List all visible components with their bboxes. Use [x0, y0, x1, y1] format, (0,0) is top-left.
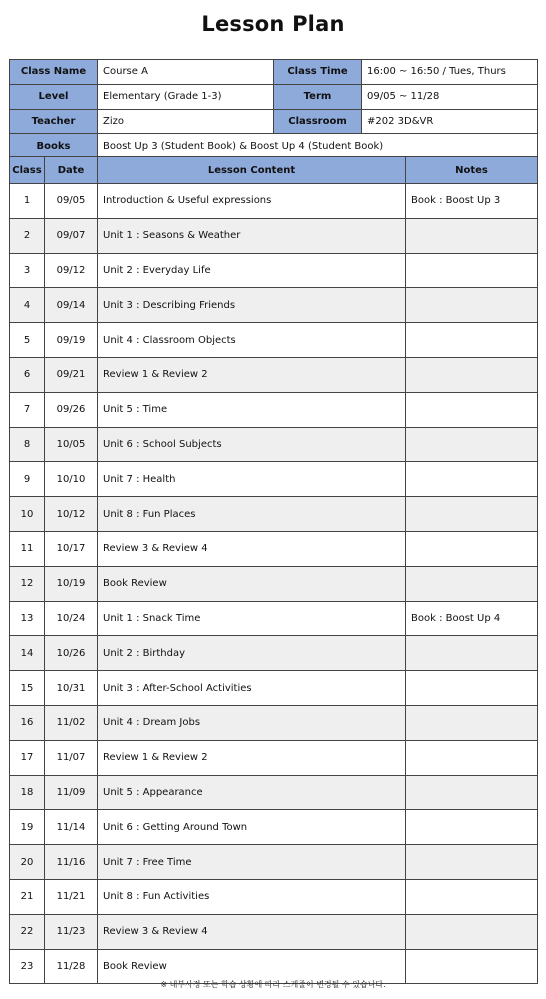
lesson-row [10, 775, 538, 810]
lesson-content: Unit 4 : Classroom Objects [98, 323, 406, 358]
class-time-label: Class Time [274, 60, 362, 85]
lesson-row [10, 914, 538, 949]
info-row [10, 134, 538, 159]
lesson-notes [406, 427, 538, 462]
lesson-notes [406, 879, 538, 914]
classroom-label: Classroom [274, 109, 362, 134]
lesson-notes [406, 497, 538, 532]
lesson-notes [406, 845, 538, 880]
lesson-notes [406, 392, 538, 427]
lesson-content: Unit 3 : Describing Friends [98, 288, 406, 323]
lesson-date: 09/12 [45, 253, 98, 288]
lesson-class-number: 12 [10, 566, 45, 601]
lesson-class-number: 22 [10, 914, 45, 949]
lesson-row [10, 218, 538, 253]
lesson-class-number: 2 [10, 218, 45, 253]
lesson-notes [406, 566, 538, 601]
lesson-notes [406, 357, 538, 392]
page-title: Lesson Plan [201, 12, 345, 36]
lesson-row [10, 566, 538, 601]
lesson-date: 10/12 [45, 497, 98, 532]
lesson-content: Unit 8 : Fun Places [98, 497, 406, 532]
lesson-notes [406, 531, 538, 566]
lesson-row [10, 705, 538, 740]
lesson-class-number: 14 [10, 636, 45, 671]
lesson-class-number: 17 [10, 740, 45, 775]
lesson-content: Unit 6 : Getting Around Town [98, 810, 406, 845]
lesson-date: 09/26 [45, 392, 98, 427]
lesson-row [10, 671, 538, 706]
lesson-date: 10/10 [45, 462, 98, 497]
lesson-row [10, 357, 538, 392]
lesson-date: 09/19 [45, 323, 98, 358]
lesson-row [10, 392, 538, 427]
lesson-class-number: 16 [10, 705, 45, 740]
lesson-row [10, 253, 538, 288]
lesson-content: Unit 5 : Time [98, 392, 406, 427]
term-value: 09/05 ~ 11/28 [362, 84, 538, 109]
lesson-row [10, 740, 538, 775]
lesson-date: 10/05 [45, 427, 98, 462]
lesson-notes [406, 775, 538, 810]
info-row [10, 84, 538, 109]
lesson-row [10, 288, 538, 323]
lesson-date: 09/05 [45, 184, 98, 219]
lesson-content: Unit 8 : Fun Activities [98, 879, 406, 914]
lesson-date: 11/09 [45, 775, 98, 810]
lesson-date: 11/07 [45, 740, 98, 775]
lesson-class-number: 11 [10, 531, 45, 566]
lesson-notes [406, 810, 538, 845]
lesson-date: 10/24 [45, 601, 98, 636]
lesson-content: Book Review [98, 949, 406, 984]
lesson-schedule-table [9, 156, 538, 984]
footnote: ※ 내부사정 또는 학습 상황에 따라 스케줄이 변경될 수 있습니다. [160, 980, 386, 989]
lesson-class-number: 6 [10, 357, 45, 392]
lesson-header-row [10, 157, 538, 184]
class-name-value: Course A [98, 60, 274, 85]
lesson-content: Unit 3 : After-School Activities [98, 671, 406, 706]
books-label: Books [10, 134, 98, 159]
lesson-date: 11/28 [45, 949, 98, 984]
lesson-row [10, 184, 538, 219]
lesson-content: Unit 7 : Free Time [98, 845, 406, 880]
lesson-class-number: 21 [10, 879, 45, 914]
lesson-content: Book Review [98, 566, 406, 601]
teacher-value: Zizo [98, 109, 274, 134]
lesson-class-number: 10 [10, 497, 45, 532]
lesson-notes [406, 253, 538, 288]
lesson-content: Review 3 & Review 4 [98, 531, 406, 566]
lesson-row [10, 810, 538, 845]
lesson-notes [406, 288, 538, 323]
lesson-class-number: 4 [10, 288, 45, 323]
lesson-content: Unit 2 : Everyday Life [98, 253, 406, 288]
lesson-row [10, 427, 538, 462]
lesson-notes [406, 740, 538, 775]
lesson-date: 11/02 [45, 705, 98, 740]
lesson-class-number: 15 [10, 671, 45, 706]
lesson-row [10, 636, 538, 671]
course-info-table [9, 59, 538, 159]
lesson-row [10, 462, 538, 497]
lesson-date: 10/31 [45, 671, 98, 706]
lesson-class-number: 1 [10, 184, 45, 219]
lesson-class-number: 7 [10, 392, 45, 427]
classroom-value: #202 3D&VR [362, 109, 538, 134]
lesson-date: 09/07 [45, 218, 98, 253]
column-header-notes: Notes [406, 157, 538, 184]
lesson-notes [406, 705, 538, 740]
lesson-content: Unit 4 : Dream Jobs [98, 705, 406, 740]
lesson-date: 11/16 [45, 845, 98, 880]
lesson-class-number: 19 [10, 810, 45, 845]
term-label: Term [274, 84, 362, 109]
lesson-row [10, 531, 538, 566]
level-value: Elementary (Grade 1-3) [98, 84, 274, 109]
lesson-date: 11/14 [45, 810, 98, 845]
lesson-content: Review 1 & Review 2 [98, 357, 406, 392]
books-value: Boost Up 3 (Student Book) & Boost Up 4 (Student Book) [98, 134, 538, 159]
lesson-class-number: 5 [10, 323, 45, 358]
lesson-content: Unit 1 : Seasons & Weather [98, 218, 406, 253]
lesson-class-number: 18 [10, 775, 45, 810]
lesson-notes [406, 323, 538, 358]
column-header-content: Lesson Content [98, 157, 406, 184]
lesson-date: 10/17 [45, 531, 98, 566]
lesson-date: 11/21 [45, 879, 98, 914]
lesson-date: 10/19 [45, 566, 98, 601]
lesson-content: Review 1 & Review 2 [98, 740, 406, 775]
lesson-content: Review 3 & Review 4 [98, 914, 406, 949]
lesson-class-number: 13 [10, 601, 45, 636]
lesson-content: Unit 1 : Snack Time [98, 601, 406, 636]
lesson-class-number: 3 [10, 253, 45, 288]
lesson-row [10, 323, 538, 358]
lesson-notes [406, 671, 538, 706]
lesson-content: Introduction & Useful expressions [98, 184, 406, 219]
lesson-date: 10/26 [45, 636, 98, 671]
lesson-notes [406, 462, 538, 497]
lesson-notes: Book : Boost Up 4 [406, 601, 538, 636]
class-time-value: 16:00 ~ 16:50 / Tues, Thurs [362, 60, 538, 85]
column-header-date: Date [45, 157, 98, 184]
lesson-class-number: 20 [10, 845, 45, 880]
lesson-date: 09/21 [45, 357, 98, 392]
level-label: Level [10, 84, 98, 109]
lesson-notes [406, 218, 538, 253]
lesson-content: Unit 7 : Health [98, 462, 406, 497]
lesson-class-number: 9 [10, 462, 45, 497]
lesson-notes [406, 914, 538, 949]
lesson-date: 11/23 [45, 914, 98, 949]
lesson-notes: Book : Boost Up 3 [406, 184, 538, 219]
lesson-content: Unit 6 : School Subjects [98, 427, 406, 462]
lesson-notes [406, 636, 538, 671]
lesson-row [10, 879, 538, 914]
lesson-content: Unit 5 : Appearance [98, 775, 406, 810]
lesson-row [10, 601, 538, 636]
lesson-class-number: 23 [10, 949, 45, 984]
lesson-rows [10, 184, 538, 984]
lesson-row [10, 497, 538, 532]
lesson-content: Unit 2 : Birthday [98, 636, 406, 671]
class-name-label: Class Name [10, 60, 98, 85]
teacher-label: Teacher [10, 109, 98, 134]
info-row [10, 60, 538, 85]
info-row [10, 109, 538, 134]
lesson-date: 09/14 [45, 288, 98, 323]
column-header-class: Class [10, 157, 45, 184]
lesson-row [10, 845, 538, 880]
lesson-class-number: 8 [10, 427, 45, 462]
